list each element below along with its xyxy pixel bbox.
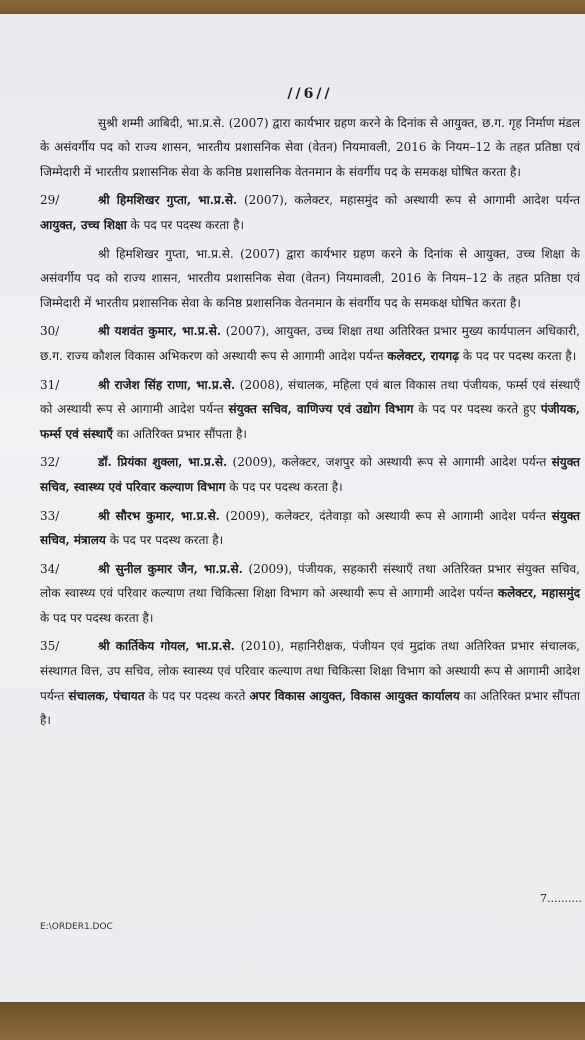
footer-filename: E:\ORDER1.DOC — [40, 922, 113, 932]
bold-text: श्री कार्तिकेय गोयल, भा.प्र.से. — [98, 639, 235, 654]
bold-text: कलेक्टर, रायगढ़ — [387, 348, 459, 363]
bold-text: श्री हिमशिखर गुप्ता, भा.प्र.से. — [98, 193, 238, 208]
order-entry — [40, 319, 580, 368]
order-entry — [40, 504, 580, 553]
table-surface-bottom — [0, 1002, 585, 1040]
body-text: सुश्री शम्मी आबिदी, भा.प्र.से. (2007) द्वारा कार्यभार ग्रहण करने के दिनांक से आयुक्त, छ.ग. गृह निर्माण मंडल के असंवर्गीय पद को राज्य शासन, भारतीय प्रशासनिक सेवा (वेतन) नियमावली, 2016 के नियम–12 के तहत प्रतिष्ठा एवं जिम्मेदारी में भारतीय प्रशासनिक सेवा के कनिष्ठ प्रशासनिक वेतनमान के संवर्गीय पद के समकक्ष घोषित करता है। — [40, 115, 580, 179]
order-entry — [40, 188, 580, 237]
page-number: //6// — [287, 86, 333, 102]
next-page-marker: 7.......... — [540, 892, 582, 905]
order-entry — [40, 634, 580, 732]
bold-text: आयुक्त, उच्च शिक्षा — [40, 217, 127, 232]
body-text: के पद पर पदस्थ करते — [144, 688, 250, 703]
entry-number: 35/ — [40, 639, 60, 654]
bold-text: संचालक, पंचायत — [68, 688, 145, 703]
bold-text: पंजीयक, फर्म्स एवं संस्थाएँ — [40, 402, 580, 441]
entry-number: 33/ — [40, 508, 60, 523]
body-text: के पद पर पदस्थ करते हुए — [413, 402, 541, 417]
bold-text: संयुक्त सचिव, स्वास्थ्य एवं परिवार कल्याण विभाग — [40, 455, 580, 494]
order-entry — [40, 373, 580, 447]
bold-text: श्री सौरभ कुमार, भा.प्र.से. — [98, 508, 220, 523]
entry-number: 30/ — [40, 324, 60, 339]
continuation-paragraph — [40, 111, 580, 185]
bold-text: श्री यशवंत कुमार, भा.प्र.से. — [98, 324, 222, 339]
bold-text: श्री सुनील कुमार जैन, भा.प्र.से. — [98, 561, 243, 576]
order-entry — [40, 557, 580, 631]
body-text: (2010), महानिरीक्षक, पंजीयन एवं मुद्रांक तथा अतिरिक्त प्रभार संचालक, संस्थागत वित्त, उप सचिव, लोक स्वास्थ्य एवं परिवार कल्याण तथा चिकित्सा शिक्षा विभाग को अस्थायी रूप से आगामी आदेश पर्यन्त — [40, 639, 580, 703]
paragraph-list — [40, 111, 580, 733]
bold-text: अपर विकास आयुक्त, विकास आयुक्त कार्यालय — [249, 688, 460, 703]
body-text: (2009), कलेक्टर, दंतेवाड़ा को अस्थायी रूप से आगामी आदेश पर्यन्त — [219, 508, 552, 523]
continuation-paragraph — [40, 242, 580, 316]
bold-text: डॉ. प्रियंका शुक्ला, भा.प्र.से. — [98, 455, 228, 470]
body-text: (2008), संचालक, महिला एवं बाल विकास तथा पंजीयक, फर्म्स एवं संस्थाएँ को अस्थायी रूप से आगामी आदेश पर्यन्त — [40, 377, 581, 417]
bold-text: संयुक्त सचिव, मंत्रालय — [40, 508, 580, 548]
body-text: (2009), पंजीयक, सहकारी संस्थाएँ तथा अतिरिक्त प्रभार संयुक्त सचिव, लोक स्वास्थ्य एवं परिवार कल्याण तथा चिकित्सा शिक्षा विभाग को अस्थायी रूप से आगामी आदेश पर्यन्त — [40, 561, 581, 601]
body-text: के पद पर पदस्थ करता है। — [105, 533, 224, 548]
body-text: के पद पर पदस्थ करता है। — [459, 348, 577, 363]
entry-number: 31/ — [40, 377, 60, 392]
body-text: के पद पर पदस्थ करता है। — [40, 610, 154, 625]
document-body — [40, 82, 580, 737]
bold-text: कलेक्टर, महासमुंद — [497, 586, 580, 601]
entry-number: 34/ — [40, 561, 60, 576]
bold-text: श्री राजेश सिंह राणा, भा.प्र.से. — [98, 377, 236, 392]
order-entry — [40, 450, 580, 499]
body-text: (2007), कलेक्टर, महासमुंद को अस्थायी रूप से आगामी आदेश पर्यन्त — [237, 193, 580, 208]
body-text: का अतिरिक्त प्रभार सौंपता है। — [112, 426, 247, 441]
body-text: का अतिरिक्त प्रभार सौंपता है। — [40, 688, 580, 728]
entry-number: 32/ — [40, 455, 60, 470]
body-text: (2007), आयुक्त, उच्च शिक्षा तथा अतिरिक्त प्रभार मुख्य कार्यपालन अधिकारी, छ.ग. राज्य कौशल विकास अभिकरण को अस्थायी रूप से आगामी आदेश पर्यन्त — [40, 324, 580, 363]
entry-number: 29/ — [40, 193, 60, 208]
body-text: के पद पर पदस्थ करता है। — [126, 217, 245, 232]
body-text: श्री हिमशिखर गुप्ता, भा.प्र.से. (2007) द्वारा कार्यभार ग्रहण करने के दिनांक से आयुक्त, उच्च शिक्षा के असंवर्गीय पद को राज्य शासन, भारतीय प्रशासनिक सेवा (वेतन) नियमावली, 2016 के नियम–12 के तहत प्रतिष्ठा एवं जिम्मेदारी में भारतीय प्रशासनिक सेवा के कनिष्ठ प्रशासनिक वेतनमान के संवर्गीय पद के समकक्ष घोषित करता है। — [40, 246, 580, 310]
bold-text: संयुक्त सचिव, वाणिज्य एवं उद्योग विभाग — [228, 402, 414, 417]
body-text: के पद पर पदस्थ करता है। — [225, 479, 343, 494]
body-text: (2009), कलेक्टर, जशपुर को अस्थायी रूप से आगामी आदेश पर्यन्त — [227, 455, 552, 470]
